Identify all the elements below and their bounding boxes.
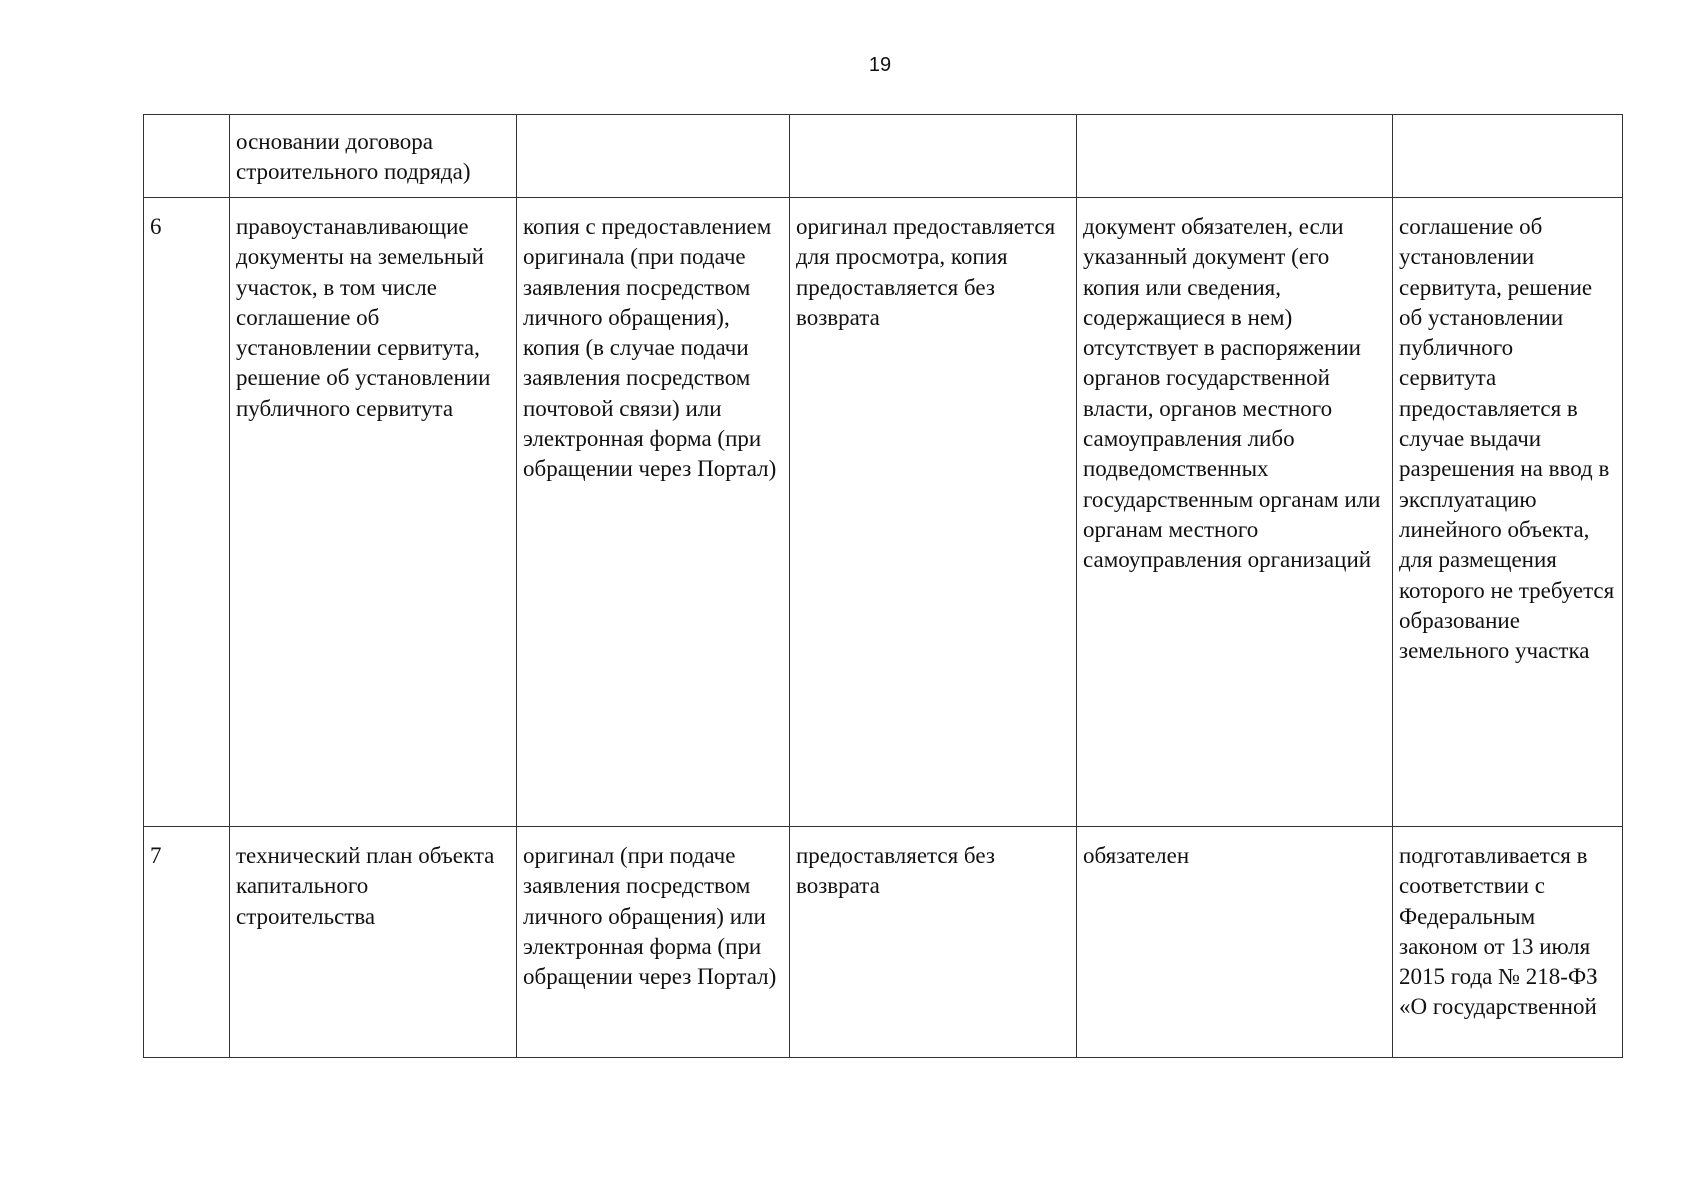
table-row bbox=[144, 198, 1623, 827]
cell-obligatory: документ обязателен, если указанный документ (его копия или сведения, содержащиеся в нем) отсутствует в распоряжении органов государственной власти, органов местного самоуправления либо подведомственных государственным органам или органам местного самоуправления организаций bbox=[1077, 198, 1393, 827]
cell-document: основании договора строительного подряда) bbox=[230, 115, 517, 198]
cell-number: 6 bbox=[144, 198, 230, 827]
cell-return-terms: предоставляется без возврата bbox=[790, 827, 1077, 1058]
cell-notes bbox=[1393, 115, 1623, 198]
cell-notes: соглашение об установлении сервитута, решение об установлении публичного сервитута предоставляется в случае выдачи разрешения на ввод в эксплуатацию линейного объекта, для размещения которого не требуется образование земельного участка bbox=[1393, 198, 1623, 827]
page-number: 19 bbox=[868, 54, 892, 76]
cell-form: оригинал (при подаче заявления посредством личного обращения) или электронная форма (при обращении через Портал) bbox=[517, 827, 790, 1058]
documents-table bbox=[143, 114, 1623, 1058]
cell-obligatory bbox=[1077, 115, 1393, 198]
cell-number: 7 bbox=[144, 827, 230, 1058]
cell-return-terms bbox=[790, 115, 1077, 198]
cell-document: правоустанавливающие документы на земельный участок, в том числе соглашение об установлении сервитута, решение об установлении публичного сервитута bbox=[230, 198, 517, 827]
cell-obligatory: обязателен bbox=[1077, 827, 1393, 1058]
cell-return-terms: оригинал предоставляется для просмотра, копия предоставляется без возврата bbox=[790, 198, 1077, 827]
table-row bbox=[144, 827, 1623, 1058]
cell-document: технический план объекта капитального строительства bbox=[230, 827, 517, 1058]
cell-form: копия с предоставлением оригинала (при подаче заявления посредством личного обращения), копия (в случае подачи заявления посредством почтовой связи) или электронная форма (при обращении через Портал) bbox=[517, 198, 790, 827]
table-row bbox=[144, 115, 1623, 198]
cell-number bbox=[144, 115, 230, 198]
cell-notes: подготавливается в соответствии с Федеральным законом от 13 июля 2015 года № 218-ФЗ «О государственной bbox=[1393, 827, 1623, 1058]
cell-form bbox=[517, 115, 790, 198]
